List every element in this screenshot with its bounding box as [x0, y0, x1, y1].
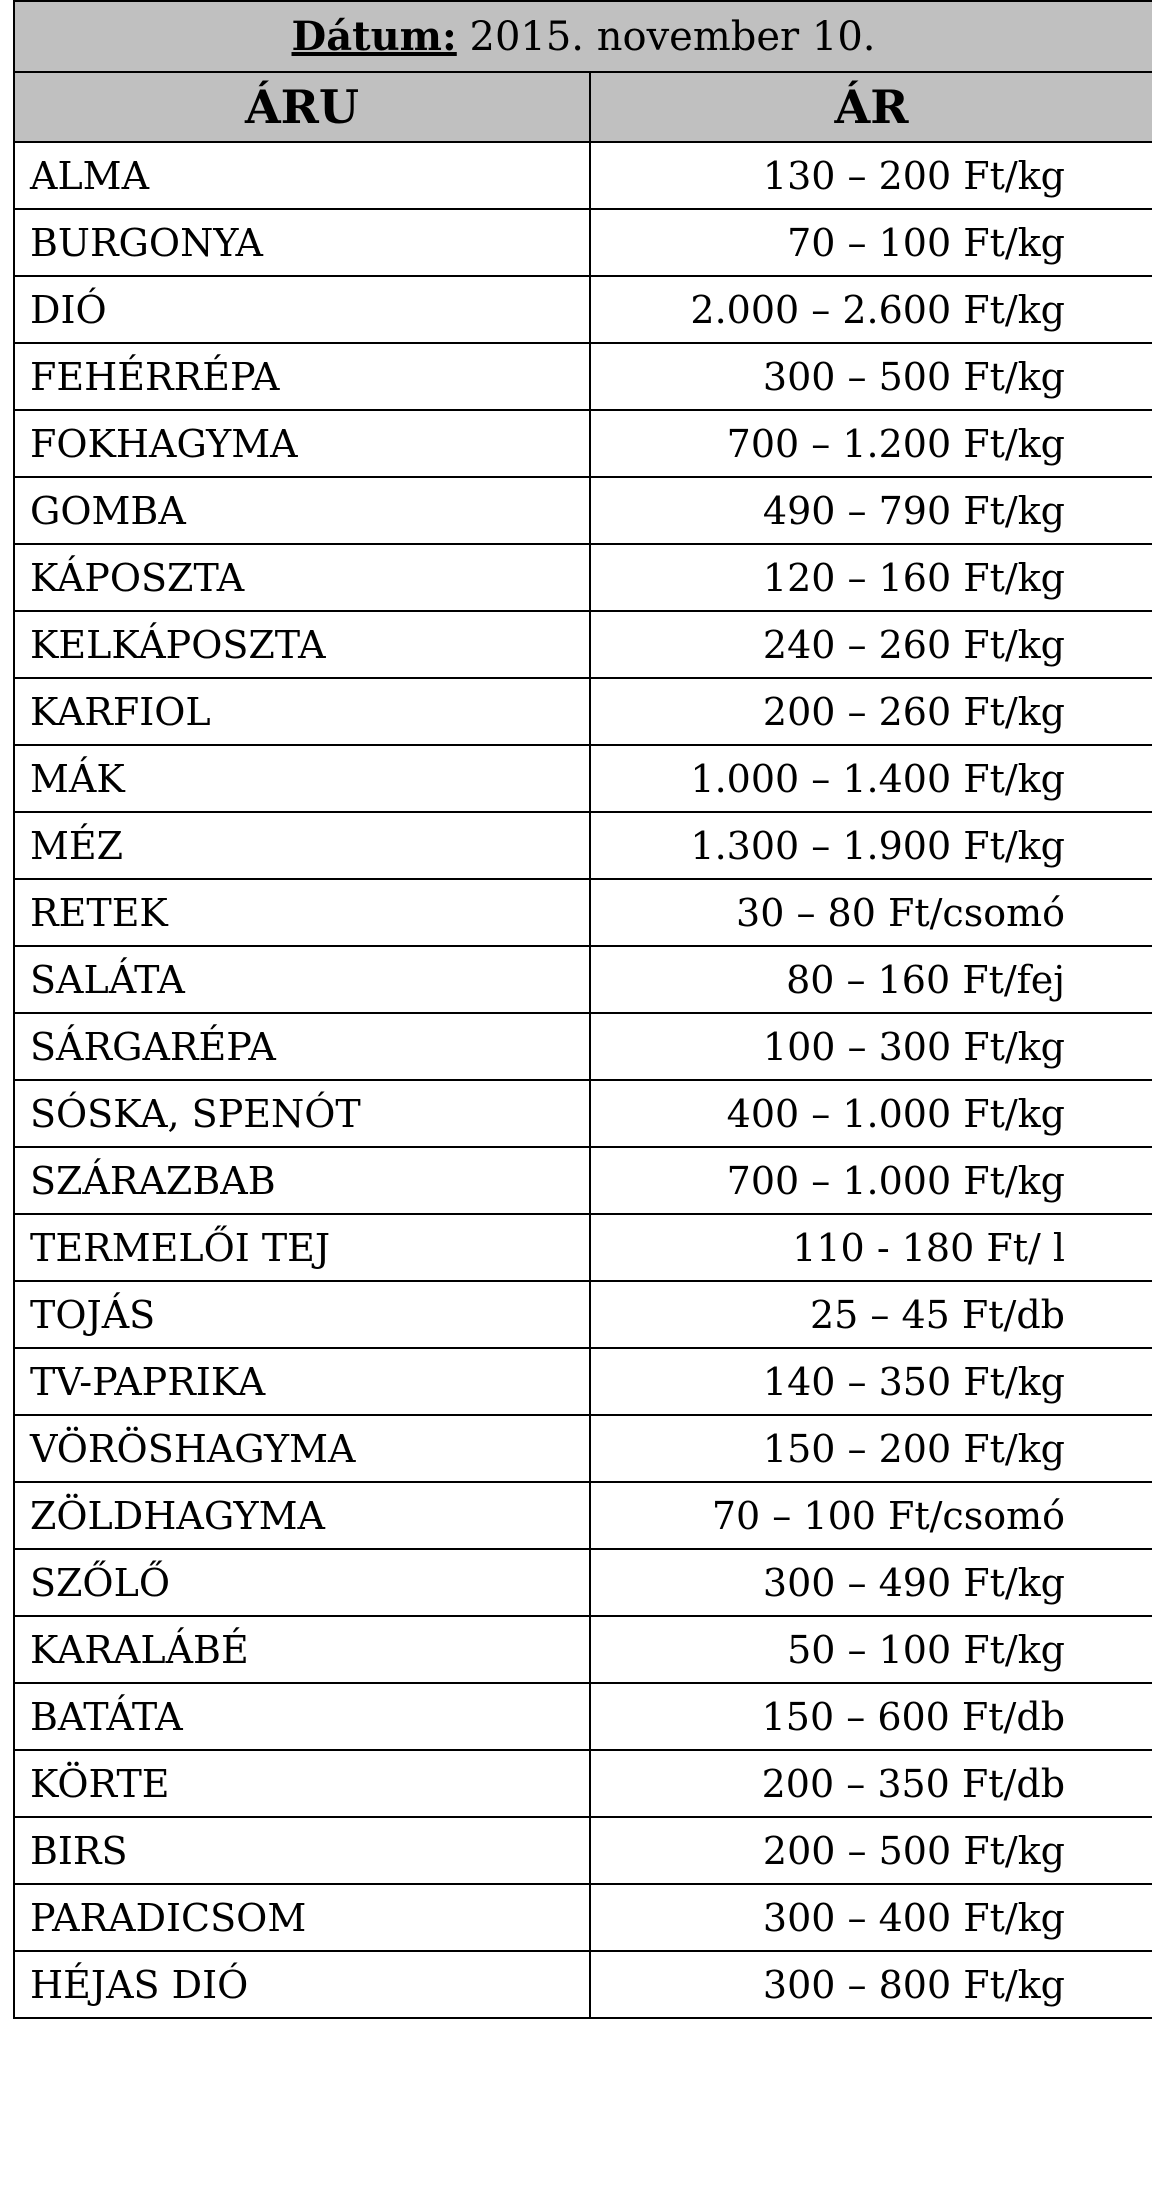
column-header-item: ÁRU: [14, 72, 590, 142]
item-name-cell: TOJÁS: [14, 1281, 590, 1348]
item-price-cell: 110 - 180 Ft/ l: [590, 1214, 1152, 1281]
item-name-cell: SZŐLŐ: [14, 1549, 590, 1616]
item-price-cell: 70 – 100 Ft/kg: [590, 209, 1152, 276]
table-row: [14, 1750, 1152, 1817]
item-name-cell: MÉZ: [14, 812, 590, 879]
item-price-cell: 700 – 1.200 Ft/kg: [590, 410, 1152, 477]
item-name-cell: BURGONYA: [14, 209, 590, 276]
item-name-cell: SÓSKA, SPENÓT: [14, 1080, 590, 1147]
item-price-cell: 200 – 260 Ft/kg: [590, 678, 1152, 745]
table-row: [14, 678, 1152, 745]
item-name-cell: BIRS: [14, 1817, 590, 1884]
item-price-cell: 700 – 1.000 Ft/kg: [590, 1147, 1152, 1214]
item-name-cell: FEHÉRRÉPA: [14, 343, 590, 410]
item-price-cell: 2.000 – 2.600 Ft/kg: [590, 276, 1152, 343]
item-name-cell: SZÁRAZBAB: [14, 1147, 590, 1214]
table-row: [14, 1482, 1152, 1549]
item-name-cell: TV-PAPRIKA: [14, 1348, 590, 1415]
item-price-cell: 300 – 400 Ft/kg: [590, 1884, 1152, 1951]
item-name-cell: VÖRÖSHAGYMA: [14, 1415, 590, 1482]
table-row: [14, 209, 1152, 276]
item-name-cell: GOMBA: [14, 477, 590, 544]
table-row: [14, 1683, 1152, 1750]
item-price-cell: 80 – 160 Ft/fej: [590, 946, 1152, 1013]
table-row: [14, 477, 1152, 544]
table-row: [14, 1549, 1152, 1616]
table-row: [14, 812, 1152, 879]
column-header-row: [14, 72, 1152, 142]
item-price-cell: 1.000 – 1.400 Ft/kg: [590, 745, 1152, 812]
table-row: [14, 1951, 1152, 2018]
item-name-cell: PARADICSOM: [14, 1884, 590, 1951]
item-name-cell: ALMA: [14, 142, 590, 209]
table-row: [14, 410, 1152, 477]
column-header-price: ÁR: [590, 72, 1152, 142]
item-name-cell: TERMELŐI TEJ: [14, 1214, 590, 1281]
item-name-cell: SALÁTA: [14, 946, 590, 1013]
table-body: [14, 142, 1152, 2018]
table-row: [14, 1147, 1152, 1214]
item-name-cell: FOKHAGYMA: [14, 410, 590, 477]
item-price-cell: 400 – 1.000 Ft/kg: [590, 1080, 1152, 1147]
item-name-cell: MÁK: [14, 745, 590, 812]
item-price-cell: 130 – 200 Ft/kg: [590, 142, 1152, 209]
table-row: [14, 1080, 1152, 1147]
price-table: [13, 0, 1152, 2019]
table-row: [14, 1415, 1152, 1482]
table-row: [14, 745, 1152, 812]
table-row: [14, 142, 1152, 209]
item-price-cell: 100 – 300 Ft/kg: [590, 1013, 1152, 1080]
item-price-cell: 200 – 500 Ft/kg: [590, 1817, 1152, 1884]
item-name-cell: KÖRTE: [14, 1750, 590, 1817]
date-row: [14, 1, 1152, 72]
table-row: [14, 544, 1152, 611]
item-price-cell: 70 – 100 Ft/csomó: [590, 1482, 1152, 1549]
table-row: [14, 611, 1152, 678]
date-label: Dátum:: [291, 13, 457, 60]
table-row: [14, 1013, 1152, 1080]
item-name-cell: KARFIOL: [14, 678, 590, 745]
item-price-cell: 200 – 350 Ft/db: [590, 1750, 1152, 1817]
item-name-cell: SÁRGARÉPA: [14, 1013, 590, 1080]
item-price-cell: 30 – 80 Ft/csomó: [590, 879, 1152, 946]
date-cell: [14, 1, 1152, 72]
item-price-cell: 50 – 100 Ft/kg: [590, 1616, 1152, 1683]
item-price-cell: 150 – 600 Ft/db: [590, 1683, 1152, 1750]
item-price-cell: 300 – 490 Ft/kg: [590, 1549, 1152, 1616]
item-name-cell: KARALÁBÉ: [14, 1616, 590, 1683]
item-price-cell: 25 – 45 Ft/db: [590, 1281, 1152, 1348]
item-name-cell: RETEK: [14, 879, 590, 946]
item-name-cell: KÁPOSZTA: [14, 544, 590, 611]
table-row: [14, 1281, 1152, 1348]
item-name-cell: DIÓ: [14, 276, 590, 343]
item-price-cell: 490 – 790 Ft/kg: [590, 477, 1152, 544]
table-row: [14, 946, 1152, 1013]
table-row: [14, 1884, 1152, 1951]
table-row: [14, 879, 1152, 946]
table-row: [14, 1616, 1152, 1683]
item-name-cell: HÉJAS DIÓ: [14, 1951, 590, 2018]
table-row: [14, 343, 1152, 410]
item-price-cell: 240 – 260 Ft/kg: [590, 611, 1152, 678]
table-row: [14, 276, 1152, 343]
item-price-cell: 120 – 160 Ft/kg: [590, 544, 1152, 611]
item-price-cell: 300 – 800 Ft/kg: [590, 1951, 1152, 2018]
item-name-cell: KELKÁPOSZTA: [14, 611, 590, 678]
item-price-cell: 300 – 500 Ft/kg: [590, 343, 1152, 410]
item-name-cell: ZÖLDHAGYMA: [14, 1482, 590, 1549]
table-row: [14, 1214, 1152, 1281]
table-row: [14, 1348, 1152, 1415]
date-value: 2015. november 10.: [456, 14, 876, 60]
item-price-cell: 150 – 200 Ft/kg: [590, 1415, 1152, 1482]
item-price-cell: 1.300 – 1.900 Ft/kg: [590, 812, 1152, 879]
item-price-cell: 140 – 350 Ft/kg: [590, 1348, 1152, 1415]
table-row: [14, 1817, 1152, 1884]
item-name-cell: BATÁTA: [14, 1683, 590, 1750]
